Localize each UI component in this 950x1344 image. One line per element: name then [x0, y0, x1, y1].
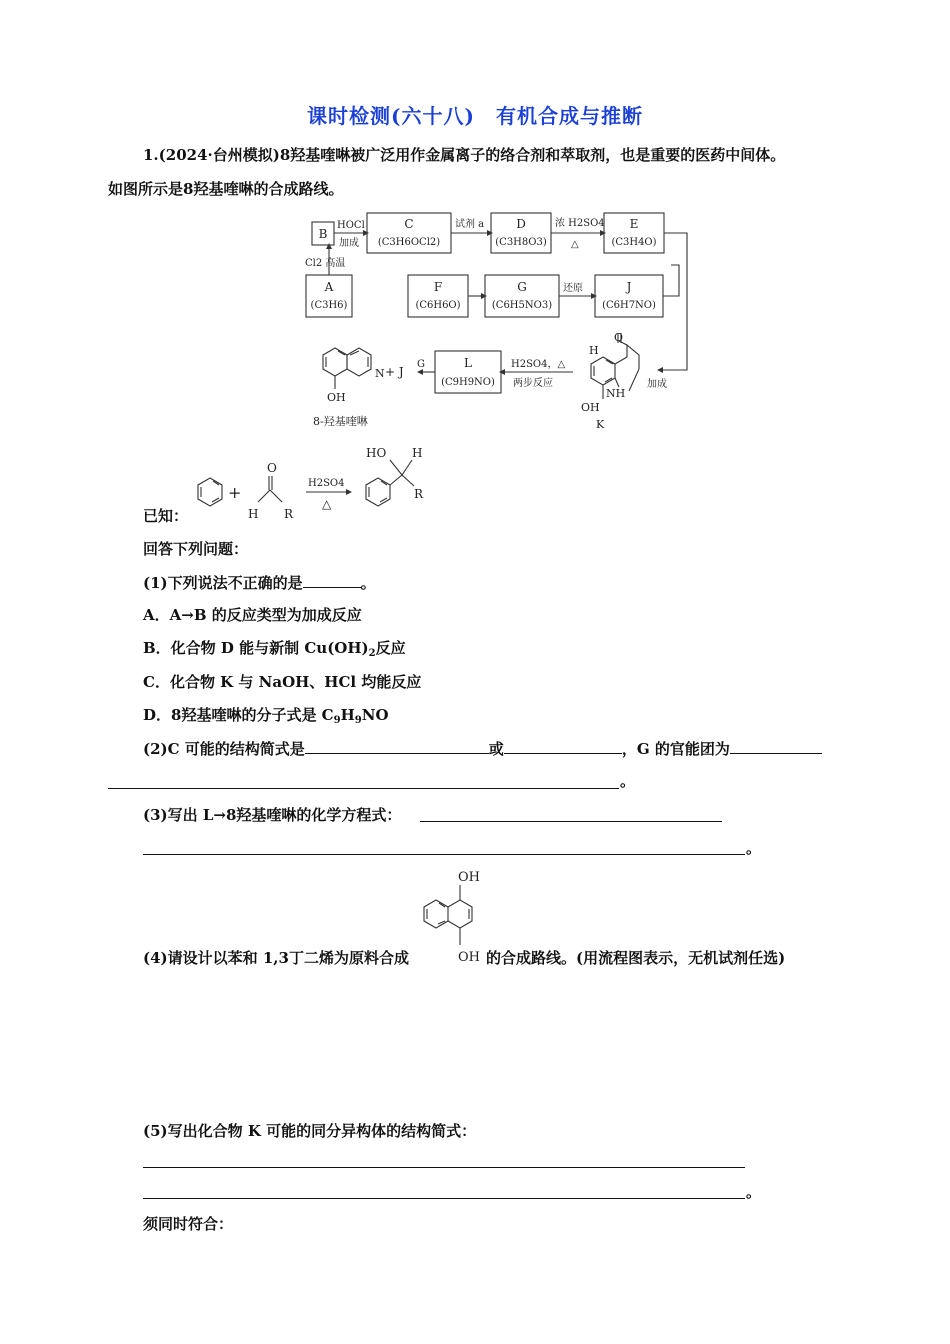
target-molecule [418, 865, 486, 969]
known-plus: + [228, 483, 242, 502]
q4-pre: (4)请设计以苯和 1,3丁二烯为原料合成 [143, 949, 409, 967]
product-name: 8-羟基喹啉 [313, 415, 368, 428]
cond-h2so4: 浓 H2SO4 [555, 218, 605, 229]
cond-two-step: 两步反应 [513, 378, 553, 389]
q3-end: 。 [746, 839, 762, 857]
known-label: 已知： [143, 507, 189, 525]
formula-L: (C9H9NO) [441, 377, 495, 388]
q2: (2)C 可能的结构简式是 或 ，G 的官能团为 [143, 739, 822, 758]
option-a: A．A→B 的反应类型为加成反应 [143, 606, 362, 624]
label-A: A [324, 280, 334, 294]
label-C: C [404, 217, 414, 231]
label-G: G [517, 280, 527, 294]
label-E: E [629, 217, 639, 231]
intro-line-2: 如图所示是8羟基喹啉的合成路线。 [108, 180, 344, 198]
cond-h2so4-delta: H2SO4，△ [511, 359, 566, 370]
q4-post: 的合成路线。(用流程图表示，无机试剂任选) [486, 949, 786, 967]
formula-J: (C6H7NO) [602, 300, 656, 311]
known-delta: △ [322, 497, 332, 511]
q2-blank-line[interactable] [108, 788, 619, 789]
cond-add: 加成 [339, 238, 359, 249]
synthesis-scheme [295, 205, 695, 440]
q5-end: 。 [746, 1183, 762, 1201]
cond-delta: △ [571, 239, 579, 250]
formula-A: (C3H6) [310, 300, 348, 311]
q3-blank-2[interactable] [143, 854, 745, 855]
formula-F: (C6H6O) [415, 300, 461, 311]
plus-J: + J [385, 365, 404, 379]
target-oh-top: OH [458, 870, 480, 885]
cond-hocl: HOCl [337, 220, 365, 231]
K-O: O [614, 331, 624, 344]
cond-add-2: 加成 [647, 379, 667, 390]
q2-blank-2[interactable] [504, 739, 622, 754]
option-d: D．8羟基喹啉的分子式是 $C_9H_9NO$ [143, 706, 389, 726]
q3: (3)写出 L→8羟基喹啉的化学方程式： [143, 806, 402, 824]
quinoline-structure [323, 348, 371, 389]
option-c: C．化合物 K 与 NaOH、HCl 均能反应 [143, 673, 422, 691]
cond-G: G [417, 359, 425, 370]
q5-blank-2[interactable] [143, 1198, 745, 1199]
label-D: D [516, 217, 526, 231]
K-H: H [589, 344, 599, 357]
q5-requirements: 须同时符合： [143, 1215, 234, 1233]
answer-prompt: 回答下列问题： [143, 540, 249, 558]
formula-D: (C3H8O3) [495, 237, 547, 248]
label-L: L [464, 356, 472, 370]
q2-blank-1[interactable] [305, 739, 489, 754]
q2-end: 。 [620, 772, 636, 790]
cond-reagent-a: 试剂 a [455, 219, 485, 230]
q5-blank-1[interactable] [143, 1167, 745, 1168]
known-reaction [190, 440, 440, 525]
label-F: F [433, 280, 443, 294]
quinoline-OH: OH [327, 391, 346, 404]
known-H2: H [412, 446, 423, 460]
known-HO: HO [366, 446, 387, 460]
K-NH: NH [606, 387, 626, 400]
known-H: H [248, 507, 259, 521]
known-O: O [267, 461, 277, 475]
K-OH: OH [581, 401, 600, 414]
label-J: J [626, 280, 632, 294]
page-title: 课时检测(六十八) 有机合成与推断 [307, 104, 643, 128]
K-label: K [596, 418, 605, 431]
formula-E: (C3H4O) [611, 237, 657, 248]
cond-reduce: 还原 [563, 283, 583, 294]
label-B: B [318, 227, 328, 241]
q2-blank-3[interactable] [730, 739, 822, 754]
cond-cl2: Cl2 高温 [305, 258, 346, 269]
q1: (1)下列说法不正确的是 。 [143, 574, 376, 592]
q5: (5)写出化合物 K 可能的同分异构体的结构简式： [143, 1122, 477, 1140]
formula-C: (C3H6OCl2) [377, 237, 441, 248]
known-h2so4: H2SO4 [308, 478, 345, 489]
intro-line-1: 1.(2024·台州模拟)8羟基喹啉被广泛用作金属离子的络合剂和萃取剂，也是重要的医药中间体。 [143, 146, 786, 164]
quinoline-N: N [375, 367, 385, 380]
known-R: R [284, 507, 294, 521]
target-oh-bottom: OH [458, 950, 480, 965]
option-b: B．化合物 D 能与新制 $Cu(OH)_2$反应 [143, 639, 406, 659]
q3-blank-1[interactable] [420, 821, 722, 822]
known-R2: R [414, 487, 424, 501]
formula-G: (C6H5NO3) [491, 300, 553, 311]
q1-blank[interactable] [303, 573, 361, 588]
